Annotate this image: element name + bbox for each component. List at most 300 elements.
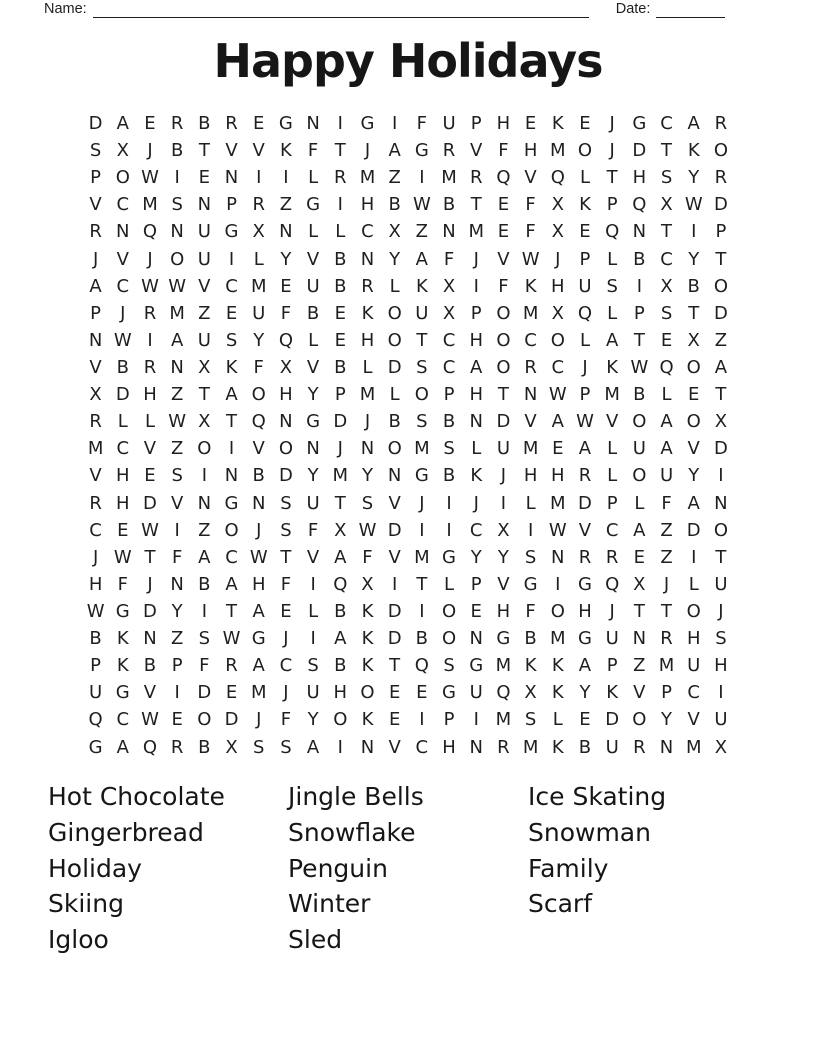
grid-letter: N bbox=[469, 736, 483, 758]
grid-letter: A bbox=[687, 113, 700, 135]
grid-letter: A bbox=[198, 546, 211, 568]
grid-letter: V bbox=[170, 492, 184, 514]
grid-letter: F bbox=[253, 357, 264, 379]
word-list bbox=[48, 779, 788, 958]
grid-letter: T bbox=[715, 384, 727, 406]
grid-letter: I bbox=[691, 546, 697, 568]
grid-letter: S bbox=[89, 140, 102, 162]
grid-letter: K bbox=[415, 275, 428, 297]
grid-letter: I bbox=[337, 194, 343, 216]
grid-letter: F bbox=[525, 221, 536, 243]
grid-letter: V bbox=[388, 492, 401, 514]
grid-letter: D bbox=[387, 519, 402, 541]
grid-letter: I bbox=[446, 492, 452, 514]
grid-letter: B bbox=[334, 275, 347, 297]
grid-letter: P bbox=[470, 573, 482, 595]
grid-letter: S bbox=[660, 302, 673, 324]
grid-letter: Y bbox=[470, 546, 482, 568]
grid-letter: T bbox=[661, 601, 673, 623]
grid-letter: I bbox=[256, 167, 262, 189]
grid-letter: E bbox=[225, 682, 238, 704]
grid-letter: R bbox=[361, 275, 374, 297]
grid-letter: N bbox=[551, 546, 565, 568]
grid-letter: V bbox=[497, 248, 510, 270]
grid-letter: Y bbox=[307, 709, 319, 731]
grid-letter: H bbox=[251, 573, 266, 595]
grid-letter: I bbox=[500, 492, 507, 514]
grid-letter: L bbox=[389, 275, 400, 297]
word-list-item: Jingle Bells bbox=[288, 782, 424, 811]
grid-letter: O bbox=[278, 438, 293, 460]
grid-letter: G bbox=[278, 113, 293, 135]
grid-letter: Q bbox=[550, 167, 565, 189]
grid-letter: D bbox=[632, 140, 647, 162]
grid-letter: I bbox=[228, 438, 235, 460]
grid-letter: M bbox=[522, 438, 539, 460]
grid-letter: Y bbox=[688, 167, 700, 189]
grid-letter: J bbox=[147, 573, 153, 595]
grid-letter: A bbox=[306, 736, 320, 758]
grid-letter: O bbox=[251, 384, 266, 406]
grid-letter: S bbox=[361, 492, 374, 514]
grid-letter: V bbox=[470, 140, 483, 162]
grid-letter: A bbox=[225, 573, 238, 595]
grid-letter: L bbox=[444, 573, 455, 595]
grid-letter: P bbox=[171, 655, 183, 677]
grid-letter: L bbox=[308, 601, 319, 623]
grid-letter: U bbox=[415, 302, 429, 324]
grid-letter: C bbox=[660, 113, 673, 135]
grid-letter: Y bbox=[253, 329, 265, 351]
grid-letter: R bbox=[605, 546, 619, 568]
grid-letter: L bbox=[607, 438, 618, 460]
grid-letter: V bbox=[89, 465, 102, 487]
grid-letter: I bbox=[446, 519, 452, 541]
grid-letter: H bbox=[496, 601, 511, 623]
word-list-item: Family bbox=[528, 853, 609, 883]
grid-letter: I bbox=[147, 329, 153, 351]
grid-letter: J bbox=[500, 465, 507, 487]
grid-letter: E bbox=[552, 438, 564, 460]
grid-letter: W bbox=[412, 194, 431, 216]
grid-letter: F bbox=[307, 519, 319, 541]
grid-letter: R bbox=[633, 736, 646, 758]
grid-letter: P bbox=[579, 248, 591, 270]
grid-letter: W bbox=[141, 519, 159, 541]
grid-letter: T bbox=[144, 546, 156, 568]
grid-letter: E bbox=[334, 329, 346, 351]
grid-letter: G bbox=[306, 194, 321, 216]
grid-letter: Z bbox=[170, 384, 184, 406]
word-list-item: Ice Skating bbox=[528, 782, 667, 811]
grid-letter: U bbox=[632, 438, 646, 460]
grid-letter: Y bbox=[688, 248, 700, 270]
grid-letter: T bbox=[416, 573, 428, 595]
grid-letter: I bbox=[691, 221, 697, 243]
grid-letter: T bbox=[633, 329, 645, 351]
grid-letter: O bbox=[686, 411, 701, 433]
grid-letter: X bbox=[334, 519, 347, 541]
grid-letter: U bbox=[252, 302, 266, 324]
grid-letter: N bbox=[143, 628, 157, 650]
grid-letter: E bbox=[688, 384, 700, 406]
grid-letter: P bbox=[633, 302, 645, 324]
grid-letter: C bbox=[415, 736, 429, 758]
grid-letter: T bbox=[226, 601, 238, 623]
grid-letter: B bbox=[442, 194, 456, 216]
grid-letter: F bbox=[443, 248, 455, 270]
grid-letter: A bbox=[225, 384, 238, 406]
grid-letter: W bbox=[86, 601, 105, 623]
grid-letter: A bbox=[660, 438, 673, 460]
grid-letter: I bbox=[473, 709, 479, 731]
grid-letter: X bbox=[633, 573, 646, 595]
grid-letter: T bbox=[497, 384, 509, 406]
grid-letter: B bbox=[524, 628, 537, 650]
grid-letter: E bbox=[171, 709, 183, 731]
grid-letter: E bbox=[579, 709, 591, 731]
grid-letter: S bbox=[660, 167, 673, 189]
grid-letter: I bbox=[636, 275, 642, 297]
grid-letter: I bbox=[310, 628, 316, 650]
grid-letter: S bbox=[253, 736, 265, 758]
grid-letter: M bbox=[414, 438, 430, 460]
grid-letter: Q bbox=[278, 329, 293, 351]
grid-letter: D bbox=[387, 357, 402, 379]
grid-letter: P bbox=[90, 302, 102, 324]
grid-letter: U bbox=[605, 736, 619, 758]
grid-letter: P bbox=[606, 655, 618, 677]
grid-letter: I bbox=[201, 601, 207, 623]
grid-letter: B bbox=[198, 573, 211, 595]
grid-letter: P bbox=[579, 384, 591, 406]
grid-letter: L bbox=[579, 167, 590, 189]
grid-letter: V bbox=[578, 519, 592, 541]
grid-letter: V bbox=[524, 167, 537, 189]
grid-letter: X bbox=[442, 302, 456, 324]
grid-letter: D bbox=[387, 601, 402, 623]
grid-letter: N bbox=[170, 357, 184, 379]
grid-letter: U bbox=[197, 248, 211, 270]
grid-letter: V bbox=[388, 736, 401, 758]
grid-letter: M bbox=[250, 275, 267, 297]
grid-letter: N bbox=[523, 384, 538, 406]
grid-letter: T bbox=[416, 329, 428, 351]
grid-letter: V bbox=[116, 248, 129, 270]
word-list-item: Penguin bbox=[288, 853, 388, 883]
grid-letter: G bbox=[224, 492, 239, 514]
grid-letter: Z bbox=[198, 519, 211, 541]
grid-letter: B bbox=[687, 275, 700, 297]
grid-letter: A bbox=[470, 357, 483, 379]
grid-letter: A bbox=[388, 140, 401, 162]
word-list-item: Scarf bbox=[528, 889, 593, 919]
grid-letter: K bbox=[116, 628, 129, 650]
grid-letter: A bbox=[334, 628, 347, 650]
grid-letter: C bbox=[225, 275, 238, 297]
grid-letter: F bbox=[280, 302, 292, 324]
grid-letter: Z bbox=[388, 167, 401, 189]
grid-letter: O bbox=[387, 438, 402, 460]
grid-letter: X bbox=[687, 329, 700, 351]
grid-letter: K bbox=[579, 194, 591, 216]
grid-letter: P bbox=[661, 682, 672, 704]
grid-letter: H bbox=[469, 384, 483, 406]
grid-letter: U bbox=[469, 682, 483, 704]
grid-letter: W bbox=[222, 628, 241, 650]
grid-letter: A bbox=[415, 248, 428, 270]
grid-letter: X bbox=[660, 275, 673, 297]
grid-letter: J bbox=[663, 573, 670, 595]
grid-letter: B bbox=[633, 248, 646, 270]
grid-letter: N bbox=[306, 438, 320, 460]
grid-letter: N bbox=[360, 438, 375, 460]
grid-letter: U bbox=[687, 655, 701, 677]
grid-letter: Z bbox=[170, 628, 184, 650]
grid-letter: B bbox=[306, 302, 320, 324]
grid-letter: X bbox=[714, 736, 728, 758]
grid-letter: H bbox=[469, 329, 483, 351]
grid-letter: U bbox=[442, 113, 456, 135]
grid-letter: K bbox=[524, 655, 537, 677]
grid-letter: N bbox=[306, 113, 320, 135]
grid-letter: A bbox=[89, 275, 102, 297]
grid-letter: B bbox=[143, 655, 157, 677]
grid-letter: X bbox=[89, 384, 102, 406]
grid-letter: V bbox=[252, 438, 265, 460]
grid-letter: T bbox=[661, 140, 673, 162]
grid-letter: E bbox=[144, 465, 156, 487]
grid-letter: S bbox=[443, 655, 455, 677]
grid-letter: D bbox=[713, 302, 728, 324]
grid-letter: G bbox=[224, 221, 239, 243]
grid-letter: B bbox=[388, 411, 401, 433]
grid-letter: K bbox=[280, 140, 292, 162]
grid-letter: M bbox=[359, 167, 376, 189]
grid-letter: O bbox=[414, 384, 429, 406]
grid-letter: X bbox=[660, 194, 673, 216]
grid-letter: O bbox=[713, 275, 728, 297]
grid-letter: X bbox=[524, 682, 537, 704]
grid-letter: R bbox=[170, 113, 184, 135]
grid-letter: Q bbox=[496, 682, 511, 704]
grid-letter: T bbox=[334, 492, 346, 514]
grid-letter: E bbox=[524, 113, 537, 135]
grid-letter: R bbox=[578, 546, 592, 568]
grid-letter: O bbox=[360, 682, 375, 704]
grid-letter: A bbox=[578, 655, 592, 677]
grid-letter: V bbox=[143, 438, 157, 460]
grid-letter: T bbox=[334, 140, 346, 162]
grid-letter: E bbox=[388, 682, 401, 704]
grid-letter: Z bbox=[714, 329, 728, 351]
grid-letter: E bbox=[225, 302, 238, 324]
grid-letter: C bbox=[469, 519, 483, 541]
grid-letter: N bbox=[224, 465, 239, 487]
header bbox=[44, 0, 742, 18]
grid-letter: T bbox=[389, 655, 401, 677]
grid-letter: A bbox=[605, 329, 619, 351]
grid-letter: J bbox=[364, 411, 371, 433]
grid-letter: I bbox=[310, 573, 316, 595]
grid-letter: A bbox=[687, 492, 700, 514]
grid-letter: V bbox=[89, 357, 102, 379]
grid-letter: U bbox=[306, 492, 320, 514]
grid-letter: O bbox=[496, 302, 511, 324]
grid-letter: T bbox=[688, 302, 700, 324]
grid-letter: O bbox=[496, 329, 511, 351]
grid-letter: R bbox=[469, 167, 483, 189]
grid-letter: C bbox=[116, 709, 130, 731]
grid-letter: W bbox=[548, 519, 567, 541]
grid-letter: P bbox=[443, 384, 455, 406]
grid-letter: D bbox=[333, 411, 348, 433]
grid-letter: A bbox=[551, 411, 564, 433]
grid-letter: B bbox=[334, 248, 347, 270]
grid-letter: O bbox=[224, 519, 239, 541]
grid-letter: G bbox=[496, 628, 511, 650]
grid-letter: N bbox=[632, 628, 647, 650]
grid-letter: X bbox=[388, 221, 401, 243]
grid-letter: I bbox=[527, 519, 534, 541]
grid-letter: J bbox=[473, 248, 479, 270]
word-column-2 bbox=[288, 779, 528, 958]
grid-letter: X bbox=[442, 275, 456, 297]
word-list-item: Holiday bbox=[48, 853, 142, 883]
grid-letter: O bbox=[387, 329, 402, 351]
grid-letter: F bbox=[307, 140, 319, 162]
grid-letter: O bbox=[686, 357, 701, 379]
grid-letter: G bbox=[414, 140, 429, 162]
grid-letter: A bbox=[660, 411, 673, 433]
grid-letter: C bbox=[524, 329, 537, 351]
grid-letter: D bbox=[686, 519, 701, 541]
grid-letter: D bbox=[224, 709, 239, 731]
grid-letter: I bbox=[228, 248, 235, 270]
grid-letter: B bbox=[334, 655, 347, 677]
grid-letter: L bbox=[661, 384, 672, 406]
grid-letter: P bbox=[443, 709, 455, 731]
grid-letter: D bbox=[578, 492, 592, 514]
grid-letter: U bbox=[659, 465, 674, 487]
grid-letter: H bbox=[143, 384, 157, 406]
grid-letter: D bbox=[143, 601, 157, 623]
grid-letter: V bbox=[306, 357, 320, 379]
grid-letter: L bbox=[308, 329, 319, 351]
grid-letter: C bbox=[551, 357, 565, 379]
grid-letter: A bbox=[334, 546, 347, 568]
grid-letter: J bbox=[147, 140, 153, 162]
word-list-item: Hot Chocolate bbox=[48, 782, 225, 811]
grid-letter: E bbox=[660, 329, 673, 351]
page-title: Happy Holidays bbox=[213, 34, 603, 88]
grid-letter: F bbox=[280, 709, 292, 731]
grid-letter: O bbox=[713, 140, 728, 162]
grid-letter: F bbox=[525, 601, 536, 623]
grid-letter: G bbox=[115, 601, 130, 623]
grid-letter: C bbox=[687, 682, 700, 704]
grid-letter: K bbox=[606, 682, 619, 704]
grid-letter: F bbox=[362, 546, 373, 568]
grid-letter: F bbox=[498, 275, 509, 297]
grid-letter: Z bbox=[660, 519, 673, 541]
grid-letter: Q bbox=[659, 357, 674, 379]
grid-letter: I bbox=[392, 573, 398, 595]
grid-letter: U bbox=[89, 682, 103, 704]
grid-letter: J bbox=[337, 438, 343, 460]
grid-letter: D bbox=[387, 628, 402, 650]
grid-letter: J bbox=[609, 140, 615, 162]
grid-letter: M bbox=[495, 655, 512, 677]
grid-letter: V bbox=[89, 194, 102, 216]
grid-letter: V bbox=[306, 248, 320, 270]
grid-letter: X bbox=[198, 411, 211, 433]
word-column-1 bbox=[48, 779, 288, 958]
word-list-item: Snowflake bbox=[288, 817, 416, 847]
grid-letter: H bbox=[496, 113, 511, 135]
grid-letter: S bbox=[225, 329, 238, 351]
grid-letter: K bbox=[551, 113, 564, 135]
grid-letter: L bbox=[389, 384, 400, 406]
grid-letter: M bbox=[87, 438, 104, 460]
grid-letter: Y bbox=[579, 682, 591, 704]
grid-letter: R bbox=[170, 736, 184, 758]
grid-letter: O bbox=[632, 709, 647, 731]
grid-letter: R bbox=[660, 628, 673, 650]
grid-letter: A bbox=[633, 519, 646, 541]
grid-letter: O bbox=[550, 329, 565, 351]
grid-letter: Z bbox=[170, 438, 184, 460]
grid-letter: H bbox=[116, 465, 130, 487]
grid-letter: R bbox=[714, 113, 728, 135]
grid-letter: S bbox=[280, 492, 292, 514]
grid-letter: G bbox=[523, 573, 538, 595]
grid-letter: B bbox=[415, 628, 429, 650]
grid-letter: J bbox=[283, 682, 289, 704]
grid-letter: S bbox=[280, 736, 292, 758]
grid-letter: R bbox=[497, 736, 510, 758]
grid-letter: J bbox=[120, 302, 126, 324]
grid-letter: B bbox=[633, 384, 646, 406]
grid-letter: U bbox=[578, 275, 592, 297]
grid-letter: H bbox=[686, 628, 701, 650]
grid-letter: B bbox=[578, 736, 592, 758]
grid-letter: S bbox=[524, 709, 537, 731]
grid-letter: H bbox=[578, 601, 592, 623]
grid-letter: U bbox=[714, 709, 728, 731]
grid-letter: W bbox=[113, 546, 132, 568]
grid-letter: Y bbox=[307, 465, 319, 487]
grid-letter: I bbox=[337, 736, 343, 758]
grid-letter: X bbox=[225, 736, 238, 758]
grid-letter: Y bbox=[361, 465, 373, 487]
grid-letter: J bbox=[609, 113, 615, 135]
grid-letter: D bbox=[496, 411, 511, 433]
grid-letter: V bbox=[143, 682, 157, 704]
grid-letter: B bbox=[388, 194, 401, 216]
grid-letter: N bbox=[442, 221, 456, 243]
grid-letter: M bbox=[522, 736, 539, 758]
grid-letter: H bbox=[442, 736, 456, 758]
grid-letter: I bbox=[283, 167, 289, 189]
grid-letter: T bbox=[226, 411, 238, 433]
grid-letter: M bbox=[495, 709, 512, 731]
word-list-item: Gingerbread bbox=[48, 817, 204, 847]
grid-letter: T bbox=[661, 221, 673, 243]
grid-letter: N bbox=[170, 221, 184, 243]
grid-letter: C bbox=[279, 655, 293, 677]
grid-letter: D bbox=[278, 465, 293, 487]
